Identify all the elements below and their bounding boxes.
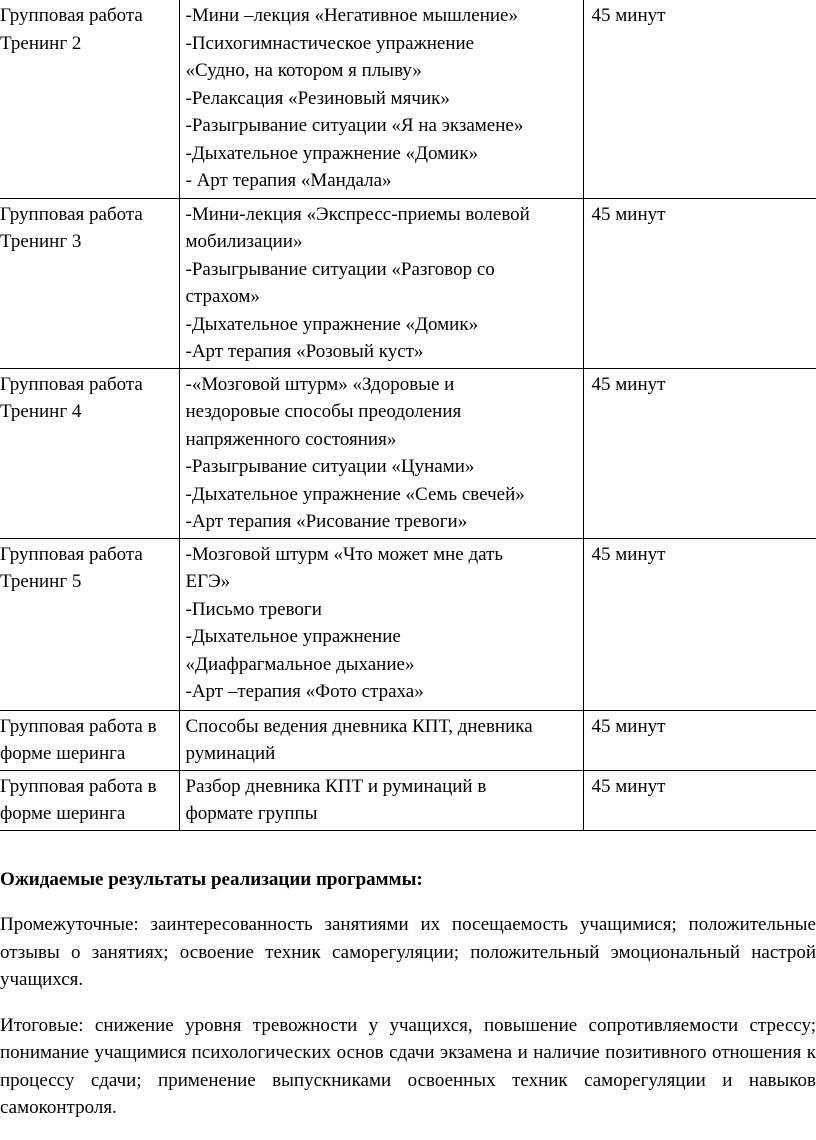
activity-line: -Мозговой штурм «Что может мне дать <box>186 541 583 569</box>
form-text: Тренинг 4 <box>0 398 179 426</box>
form-cell <box>0 538 179 710</box>
form-text: Групповая работа в <box>0 713 179 741</box>
activity-line: нездоровые способы преодоления <box>186 398 583 426</box>
form-text: форме шеринга <box>0 740 179 768</box>
intermediate-results-paragraph: Промежуточные: заинтересованность занятиями их посещаемость учащимися; положительные отзывы о занятиях; освоение техник саморегуляции; положительный эмоциональный настрой учащихся. <box>0 911 816 994</box>
duration-cell <box>583 0 816 198</box>
form-text: Групповая работа в <box>0 773 179 801</box>
duration-text: 45 минут <box>592 371 816 399</box>
duration-cell <box>583 770 816 830</box>
activity-line: -Релаксация «Резиновый мячик» <box>186 85 583 113</box>
duration-cell <box>583 368 816 538</box>
activity-line: ЕГЭ» <box>186 568 583 596</box>
duration-text: 45 минут <box>592 2 816 30</box>
final-results-paragraph: Итоговые: снижение уровня тревожности у учащихся, повышение сопротивляемости стрессу; понимание учащимися психологических основ сдачи экзамена и наличие позитивного отношения к процессу сдачи; применение выпускниками освоенных техник саморегуляции и навыков самоконтроля. <box>0 1012 816 1122</box>
form-text: Тренинг 2 <box>0 30 179 58</box>
activities-cell <box>179 198 583 368</box>
activity-line: -Разыгрывание ситуации «Цунами» <box>186 453 583 481</box>
form-cell <box>0 710 179 770</box>
activity-line: «Судно, на котором я плыву» <box>186 57 583 85</box>
activity-line: -Разыгрывание ситуации «Разговор со <box>186 256 583 284</box>
form-text: Групповая работа <box>0 371 179 399</box>
activity-line: -Разыгрывание ситуации «Я на экзамене» <box>186 112 583 140</box>
duration-text: 45 минут <box>592 713 816 741</box>
activity-line: - Арт терапия «Мандала» <box>186 167 583 195</box>
table-row <box>0 770 816 830</box>
form-cell <box>0 0 179 198</box>
activities-cell <box>179 710 583 770</box>
activity-line: формате группы <box>186 800 583 828</box>
duration-text: 45 минут <box>592 773 816 801</box>
activity-line: -Арт –терапия «Фото страха» <box>186 678 583 706</box>
duration-cell <box>583 198 816 368</box>
duration-text: 45 минут <box>592 201 816 229</box>
form-text: Групповая работа <box>0 201 179 229</box>
activity-line: «Диафрагмальное дыхание» <box>186 651 583 679</box>
activity-line: -Арт терапия «Рисование тревоги» <box>186 508 583 536</box>
duration-cell <box>583 538 816 710</box>
activity-line: -Дыхательное упражнение «Домик» <box>186 311 583 339</box>
results-heading: Ожидаемые результаты реализации программы: <box>0 866 816 893</box>
activities-cell <box>179 770 583 830</box>
form-text: Тренинг 3 <box>0 228 179 256</box>
table-row <box>0 0 816 198</box>
form-text: Тренинг 5 <box>0 568 179 596</box>
activity-line: руминаций <box>186 740 583 768</box>
activities-cell <box>179 368 583 538</box>
form-text: форме шеринга <box>0 800 179 828</box>
activity-line: -Дыхательное упражнение <box>186 623 583 651</box>
table-row <box>0 368 816 538</box>
activity-line: -«Мозговой штурм» «Здоровые и <box>186 371 583 399</box>
activity-line: Разбор дневника КПТ и руминаций в <box>186 773 583 801</box>
form-cell <box>0 198 179 368</box>
form-text: Групповая работа <box>0 2 179 30</box>
table-row <box>0 538 816 710</box>
activity-line: -Мини –лекция «Негативное мышление» <box>186 2 583 30</box>
table-row <box>0 198 816 368</box>
duration-cell <box>583 710 816 770</box>
activity-line: -Письмо тревоги <box>186 596 583 624</box>
form-cell <box>0 368 179 538</box>
activity-line: -Дыхательное упражнение «Семь свечей» <box>186 481 583 509</box>
activity-line: -Психогимнастическое упражнение <box>186 30 583 58</box>
activity-line: мобилизации» <box>186 228 583 256</box>
table-row <box>0 710 816 770</box>
activities-cell <box>179 0 583 198</box>
activity-line: страхом» <box>186 283 583 311</box>
activity-line: -Мини-лекция «Экспресс-приемы волевой <box>186 201 583 229</box>
form-text: Групповая работа <box>0 541 179 569</box>
activity-line: -Дыхательное упражнение «Домик» <box>186 140 583 168</box>
expected-results-section <box>0 866 816 1140</box>
form-cell <box>0 770 179 830</box>
activity-line: напряженного состояния» <box>186 426 583 454</box>
activities-cell <box>179 538 583 710</box>
activity-line: Способы ведения дневника КПТ, дневника <box>186 713 583 741</box>
duration-text: 45 минут <box>592 541 816 569</box>
activity-line: -Арт терапия «Розовый куст» <box>186 338 583 366</box>
